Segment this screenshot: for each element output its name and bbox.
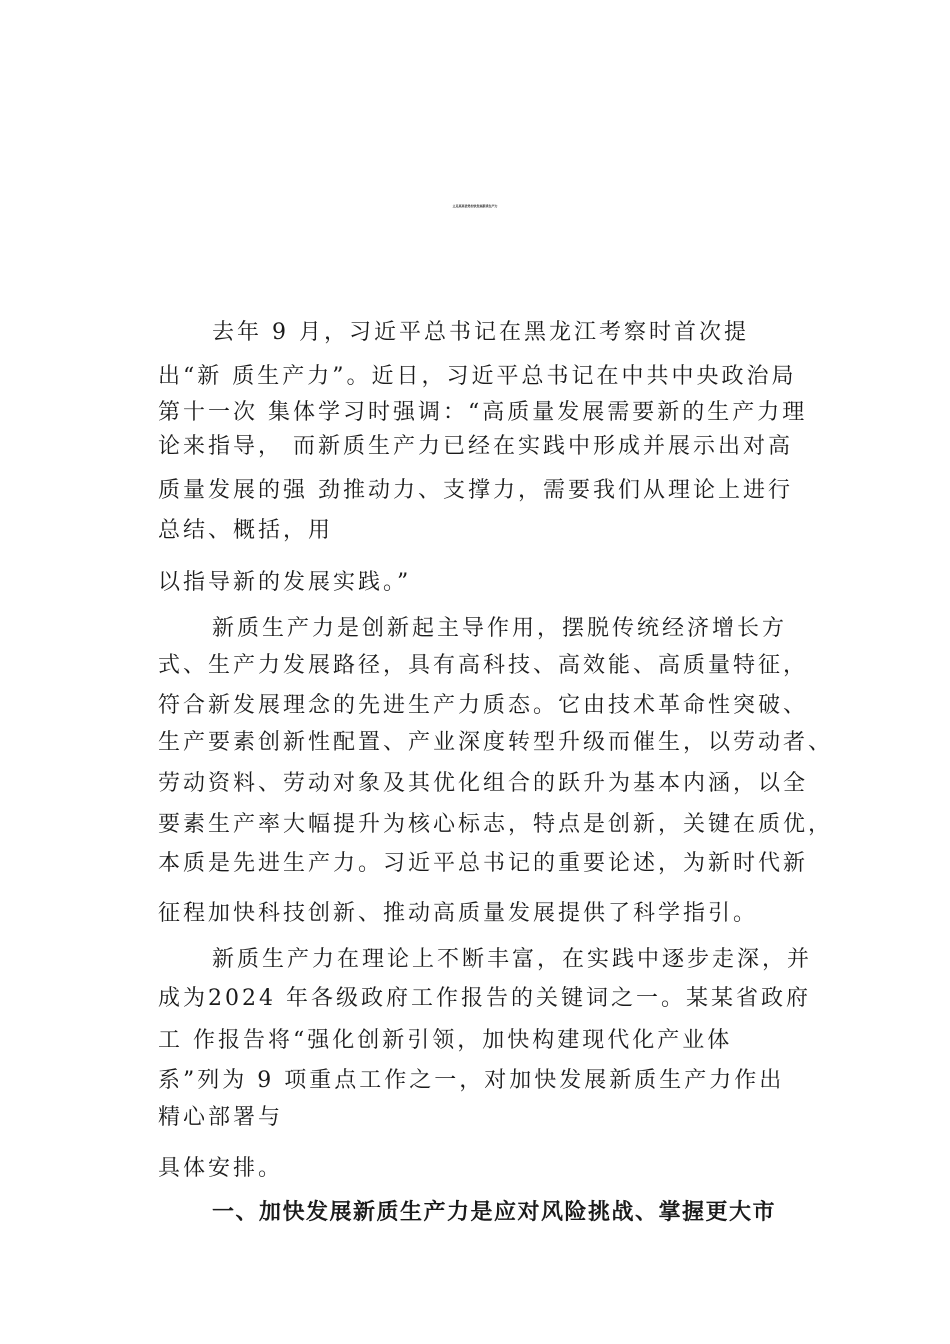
paragraph-2-line-5: 劳动资料、劳动对象及其优化组合的跃升为基本内涵，以全: [158, 771, 809, 796]
paragraph-3-line-3: 工 作报告将“强化创新引领，加快构建现代化产业体: [158, 1028, 733, 1053]
paragraph-1-line-3: 第十一次 集体学习时强调：“高质量发展需要新的生产力理: [158, 400, 808, 425]
paragraph-2-line-3: 符合新发展理念的先进生产力质态。它由技术革命性突破、: [158, 693, 809, 718]
paragraph-2-line-4: 生产要素创新性配置、产业深度转型升级而催生，以劳动者、: [158, 730, 834, 755]
paragraph-3-line-2: 成为2024 年各级政府工作报告的关键词之一。某某省政府: [158, 986, 811, 1011]
paragraph-2-line-7: 本质是先进生产力。习近平总书记的重要论述，为新时代新: [158, 851, 809, 876]
paragraph-1-line-1: 去年 9 月，习近平总书记在黑龙江考察时首次提: [212, 320, 749, 345]
paragraph-1-line-7: 以指导新的发展实践。”: [158, 570, 412, 595]
paragraph-2-line-1: 新质生产力是创新起主导作用，摆脱传统经济增长方: [212, 616, 788, 641]
paragraph-2-line-6: 要素生产率大幅提升为核心标志，特点是创新，关键在质优，: [158, 812, 834, 837]
paragraph-2-line-2: 式、生产力发展路径，具有高科技、高效能、高质量特征，: [158, 653, 809, 678]
document-title: 立足某某优势加快发展新质生产力: [452, 204, 498, 208]
paragraph-1-line-5: 质量发展的强 劲推动力、支撑力，需要我们从理论上进行: [158, 478, 793, 503]
paragraph-3-line-1: 新质生产力在理论上不断丰富，在实践中逐步走深，并: [212, 947, 813, 972]
paragraph-1-line-4: 论来指导， 而新质生产力已经在实践中形成并展示出对高: [158, 434, 793, 459]
paragraph-1-line-6: 总结、概括，用: [158, 518, 334, 543]
paragraph-1-line-2: 出“新 质生产力”。近日，习近平总书记在中共中央政治局: [158, 364, 797, 389]
paragraph-3-line-4: 系”列为 9 项重点工作之一，对加快发展新质生产力作出: [158, 1068, 785, 1093]
paragraph-2-line-8: 征程加快科技创新、推动高质量发展提供了科学指引。: [158, 901, 759, 926]
paragraph-3-line-5: 精心部署与: [158, 1105, 284, 1130]
section-heading: 一、加快发展新质生产力是应对风险挑战、掌握更大市: [212, 1200, 777, 1225]
paragraph-3-line-6: 具体安排。: [158, 1156, 284, 1181]
